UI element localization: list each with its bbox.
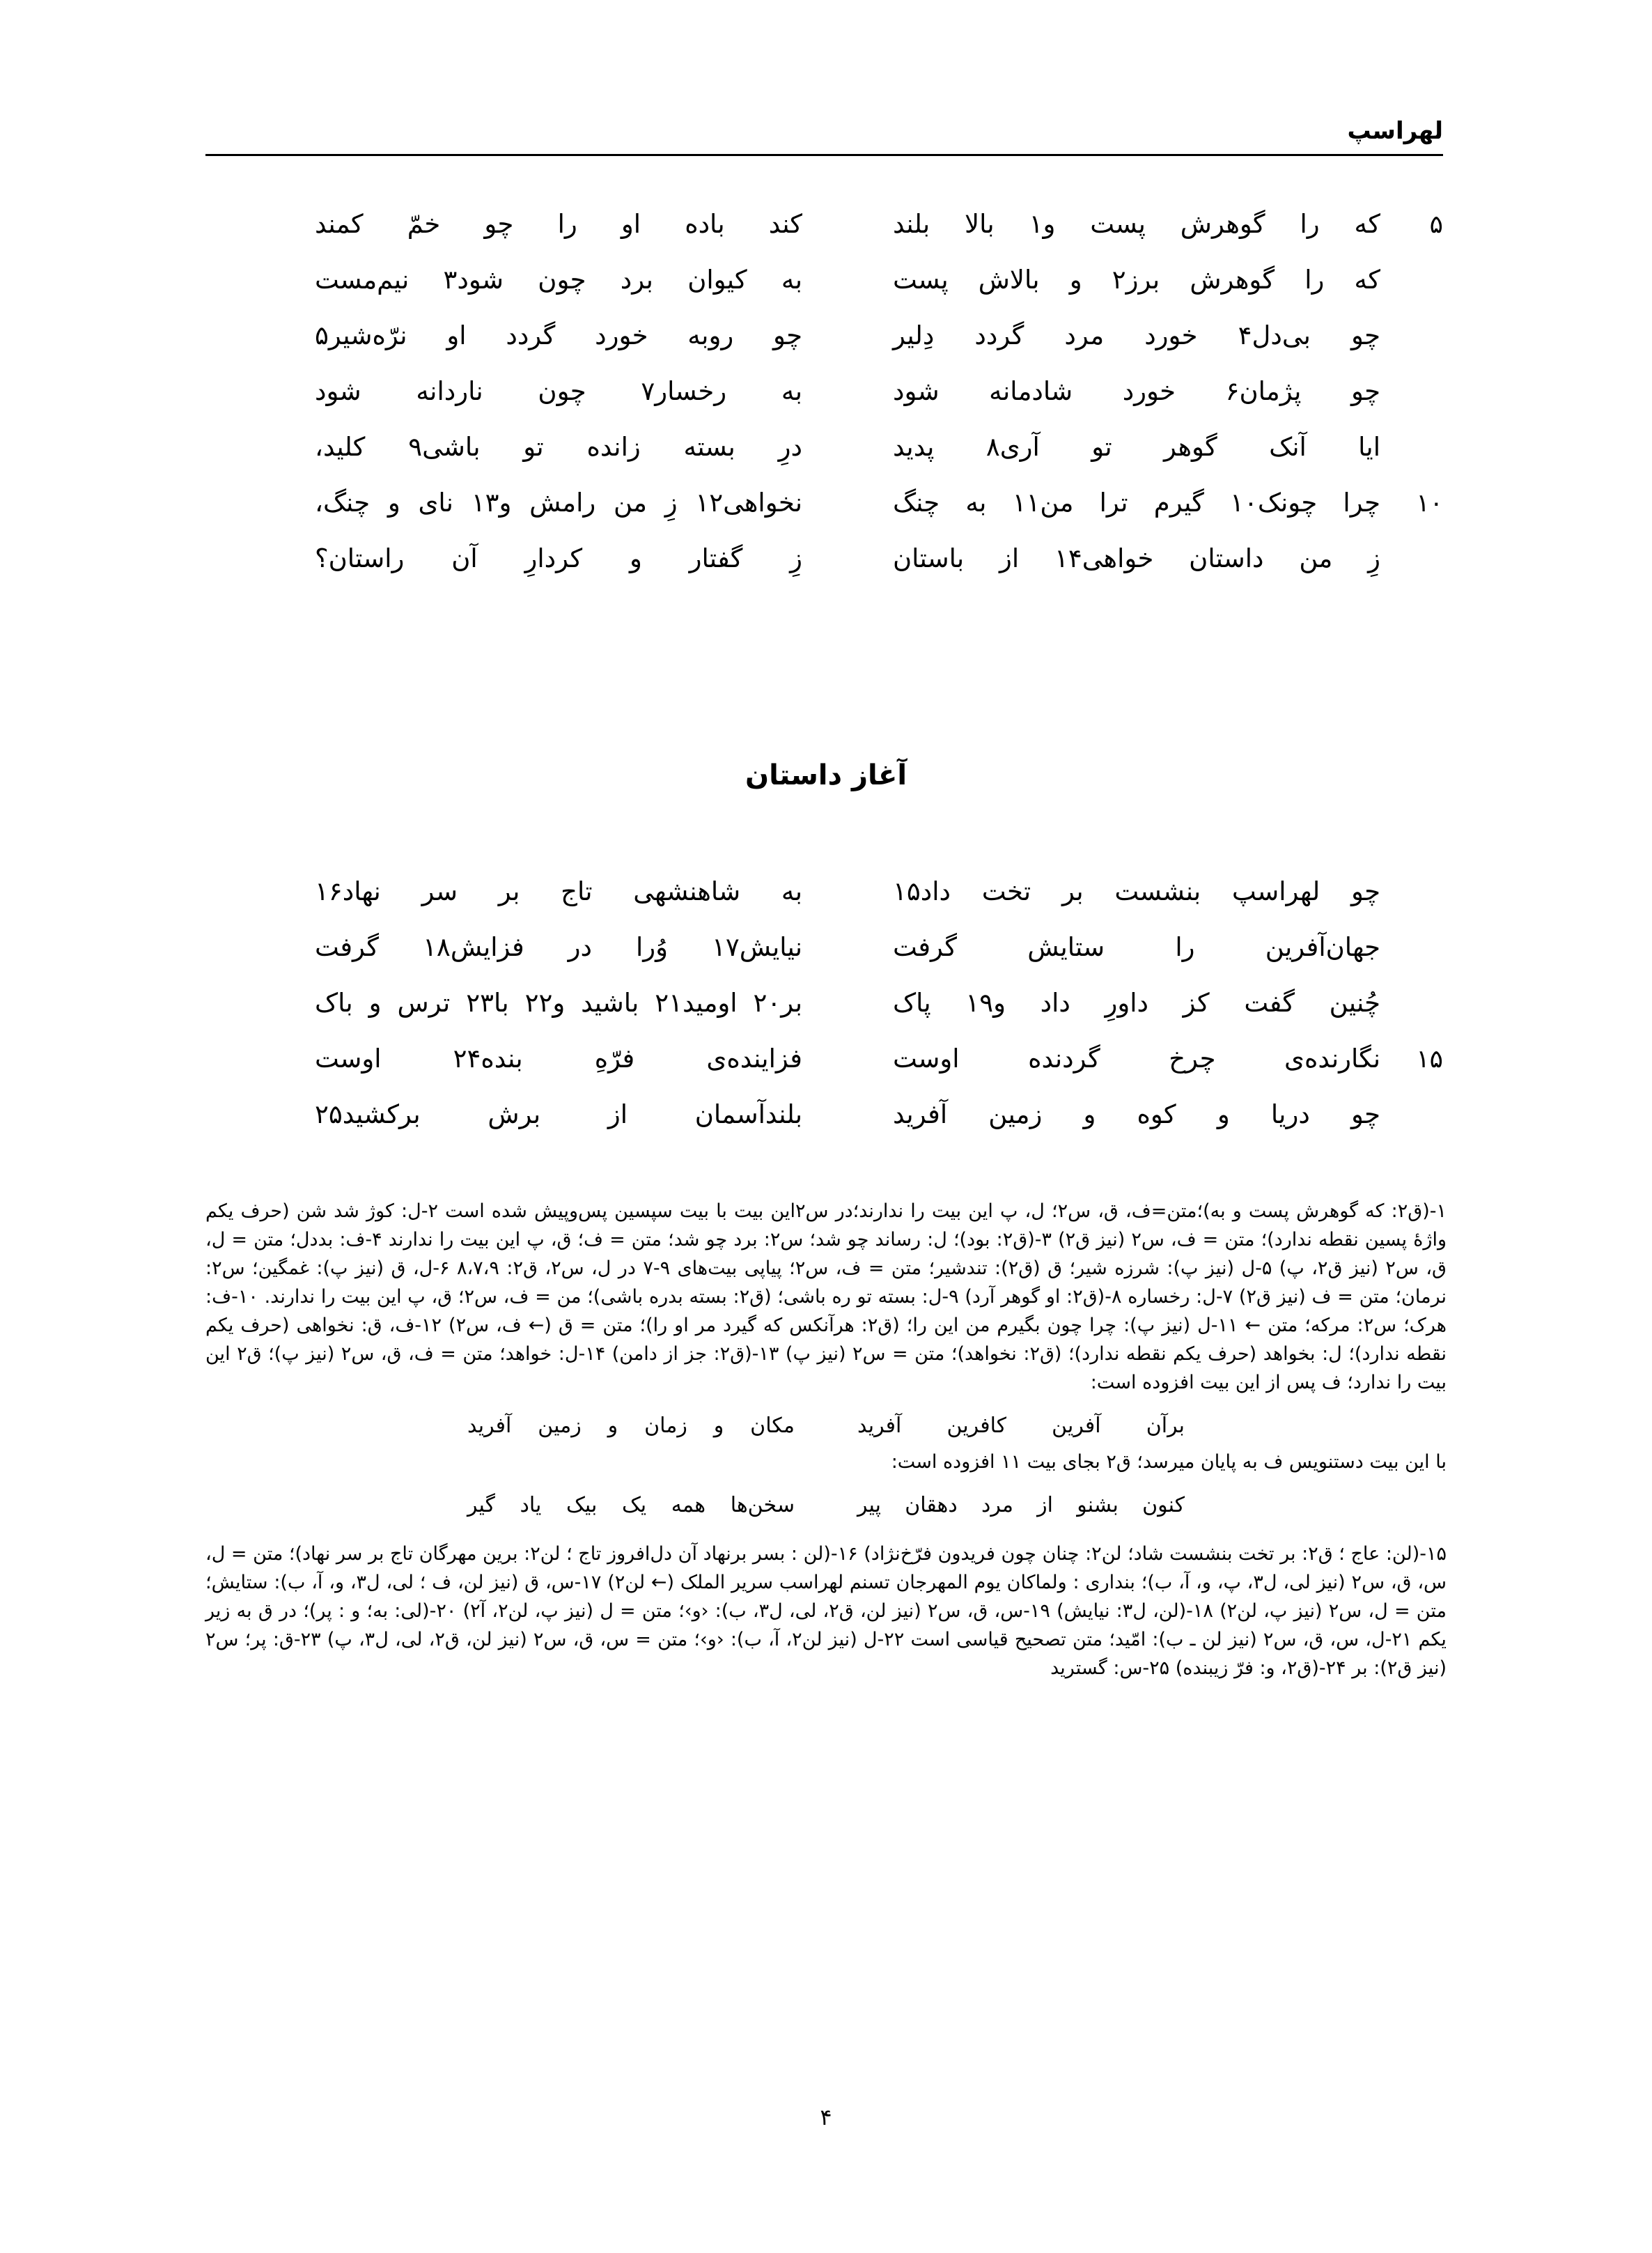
hemistich-left: به کیوان برد چون شود۳ نیم‌مست: [315, 265, 803, 295]
verse-line: [209, 1087, 1443, 1143]
hemistich-left: چو روبه خورد گردد او نرّه‌شیر۵: [315, 320, 802, 350]
hemistich-right: چو لهراسپ بنشست بر تخت داد۱۵: [893, 876, 1380, 906]
hemistich-left: به شاهنشهی تاج بر سر نهاد۱۶: [315, 876, 802, 906]
folio-number: ۴: [820, 2104, 832, 2130]
inset-hemistich-right: برآن آفرین کافرین آفرید: [857, 1414, 1185, 1439]
apparatus-spacer: [205, 1527, 1447, 1540]
hemistich-right: نگارنده‌ی چرخ گردنده اوست: [893, 1044, 1380, 1074]
hemistich-left: نیایش۱۷ وُرا در فزایش۱۸ گرفت: [315, 932, 803, 962]
verse-block-one: [209, 196, 1443, 587]
hemistich-right: چو پژمان۶ خورد شادمانه شود: [893, 376, 1380, 406]
verse-line: [209, 531, 1443, 587]
verse-line: [209, 308, 1443, 364]
hemistich-right: ایا آنک گوهر تو آری۸ پدید: [893, 432, 1381, 462]
verse-line: [209, 196, 1443, 252]
hemistich-left: درِ بسته زانده تو باشی۹ کلید،: [315, 432, 803, 462]
running-head-title: لهراسپ: [1347, 117, 1443, 145]
apparatus-paragraph: ۱۵-(لن: عاج ؛ ق۲: بر تخت بنشست شاد؛ لن۲: چنان چون فریدون فرّخ‌نژاد) ۱۶-(لن : بسر برنهاد آن دل‌افروز تاج ؛ لن۲: برین مهرگان تاج بر سر نهاد)؛ متن = ل، س، ق، س۲ (نیز لی، ل۳، پ، و، آ، ب)؛ بنداری : ولماکان یوم المهرجان تسنم لهراسب سریر الملک (← لن۲) ۱۷-س، ق (نیز لن، ف ؛ لی، ل۳، و، آ، ب): ستایش؛ متن = ل، س۲ (نیز پ، لن۲) ۱۸-(لن، ل۳: نیایش) ۱۹-س، ق، س۲ (نیز لن، ق۲، لی، ل۳، ب): ‹و›؛ متن = ل (نیز پ، لن۲، آ۲) ۲۰-(لی: به؛ و : پر)؛ در ق به زیر یکم ۲۱-ل، س، ق، س۲ (نیز لن ـ ب): امّید؛ متن تصحیح قیاسی است ۲۲-ل (نیز لن۲، آ، ب): ‹و›؛ متن = س، ق، س۲ (نیز لن، ق۲، لی، ل۳، پ) ۲۳-ق: پر؛ س۲ (نیز ق۲): بر ۲۴-(ق۲، و: فرّ زیبنده) ۲۵-س: گسترید: [205, 1543, 1447, 1680]
verse-line: [209, 864, 1443, 920]
hemistich-right: چرا چونک۱۰ گیرم ترا من۱۱ به چنگ: [893, 488, 1380, 518]
verse-line: [209, 475, 1443, 531]
hemistich-right: که را گوهرش پست و۱ بالا بلند: [893, 209, 1380, 239]
hemistich-left: بر۲۰ اومید۲۱ باشید و۲۲ با۲۳ ترس و باک: [315, 988, 802, 1018]
inset-hemistich-left: سخن‌ها همه یک بیک یاد گیر: [467, 1493, 795, 1518]
hemistich-right: چو دریا و کوه و زمین آفرید: [893, 1099, 1380, 1129]
apparatus-mid-note: با این بیت دستنویس ف به پایان میرسد؛ ق۲ بجای بیت ۱۱ افزوده است:: [891, 1451, 1447, 1473]
verse-line: [209, 252, 1443, 308]
hemistich-left: فزاینده‌ی فرّهِ بنده۲۴ اوست: [315, 1044, 802, 1074]
verse-number: ۵: [1429, 210, 1443, 239]
critical-apparatus: [205, 1197, 1447, 1682]
hemistich-left: نخواهی۱۲ زِ من رامش و۱۳ نای و چنگ،: [315, 488, 803, 518]
inset-couplet-two: [205, 1487, 1447, 1523]
hemistich-left: زِ گفتار و کردارِ آن راستان؟: [315, 543, 802, 573]
verse-number: ۱۰: [1416, 489, 1443, 518]
running-head: [205, 118, 1443, 156]
hemistich-left: کند باده او را چو خمّ کمند: [315, 209, 802, 239]
verse-line: [209, 920, 1443, 975]
apparatus-paragraph: ۱-(ق۲: که گوهرش پست و به)؛متن=ف، ق، س۲؛ ل، پ این بیت را ندارند؛در س۲این بیت با بیت سپسین پس‌وپیش شده است ۲-ل: کوژ شد شن (حرف یکم واژهٔ پسین نقطه ندارد)؛ متن = ف، س۲ (نیز ق۲) ۳-(ق۲: بود)؛ ل: رساند چو شد؛ س۲: برد چو شد؛ متن = ف؛ ق، پ این بیت را ندارند ۴-ف: بددل؛ متن = ل، ق، س۲ (نیز ق۲، پ) ۵-ل (نیز پ): شرزه شیر؛ ق (ق۲): تندشیر؛ متن = ف، س۲؛ پیاپی بیت‌های ۹-۷ در ل، س۲، ق۲: ۸،۷،۹ ۶-ل، ق (نیز پ): غمگین؛ س۲: نرمان؛ متن = ف (نیز ق۲) ۷-ل: رخساره ۸-(ق۲: او گوهر آرد) ۹-ل: بسته تو ره باشی؛ (ق۲: بسته بدره باشی)؛ من = ف، س۲؛ ق، پ این بیت را ندارند. ۱۰-ف: هرک؛ س۲: مرکه؛ متن ← ۱۱-ل (نیز پ): چرا چون بگیرم من این را؛ (ق۲: هرآنکس که گیرد مر او را)؛ متن = ق (← ف، س۲) ۱۲-ف، ق: نخواهی (حرف یکم نقطه ندارد)؛ ل: بخواهد (حرف یکم نقطه ندارد)؛ (ق۲: نخواهد)؛ متن = س۲ (نیز پ) ۱۳-(ق۲: جز از دامن) ۱۴-ل: خواهد؛ متن = ف، ق، س۲ (نیز پ)؛ ق۲ این بیت را ندارد؛ ف پس از این بیت افزوده است:: [205, 1200, 1447, 1394]
verse-block-two: [209, 864, 1443, 1143]
section-heading: آغاز داستان: [745, 759, 907, 791]
hemistich-right: چُنین گفت کز داورِ داد و۱۹ پاک: [893, 988, 1380, 1018]
verse-line: [209, 364, 1443, 419]
verse-line: [209, 419, 1443, 475]
running-head-rule: [205, 154, 1443, 156]
hemistich-right: جهان‌آفرین را ستایش گرفت: [893, 932, 1380, 962]
verse-line: [209, 1031, 1443, 1087]
inset-hemistich-left: مکان و زمان و زمین آفرید: [467, 1414, 795, 1439]
hemistich-right: زِ من داستان خواهی۱۴ از باستان: [893, 543, 1380, 573]
inset-hemistich-right: کنون بشنو از مرد دهقان پیر: [857, 1493, 1185, 1518]
inset-couplet-one: [205, 1408, 1447, 1443]
verse-number: ۱۵: [1416, 1045, 1443, 1074]
hemistich-right: که را گوهرش برز۲ و بالاش پست: [893, 265, 1380, 295]
hemistich-right: چو بی‌دل۴ خورد مرد گردد دِلیر: [893, 320, 1380, 350]
hemistich-left: به رخسار۷ چون ناردانه شود: [315, 376, 802, 406]
verse-line: [209, 975, 1443, 1031]
hemistich-left: بلندآسمان از برش برکشید۲۵: [315, 1099, 802, 1129]
